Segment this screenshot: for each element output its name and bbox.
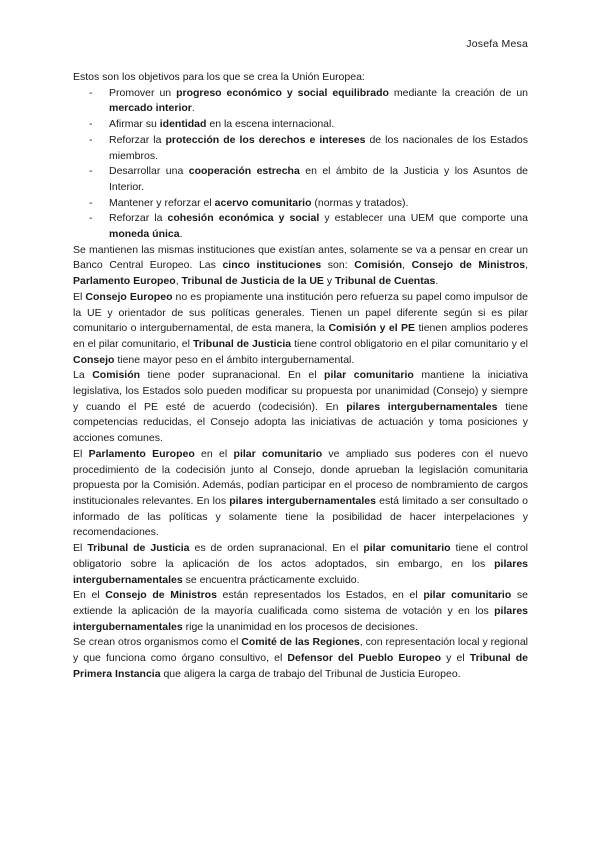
- text-run: ,: [402, 259, 412, 272]
- bold-text: Consejo Europeo: [85, 290, 173, 303]
- text-run: mediante la creación de un: [388, 86, 528, 99]
- bold-text: Tribunal de Cuentas: [335, 275, 436, 288]
- body-paragraph: [73, 243, 528, 290]
- bold-text: mercado interior: [109, 102, 192, 115]
- text-run: .: [179, 228, 183, 241]
- bold-text: Tribunal de Justicia de la UE: [181, 275, 324, 288]
- objective-item: [73, 133, 528, 164]
- objective-item: [73, 211, 528, 242]
- text-run: tienen amplios poderes en el pilar comunitario, el: [73, 322, 528, 350]
- text-run: que aligera la carga de trabajo del Tribunal de Justicia Europeo.: [160, 667, 461, 680]
- bold-text: Comisión: [354, 259, 403, 272]
- bold-text: protección de los derechos e intereses: [165, 133, 366, 146]
- text-run: .: [191, 102, 195, 115]
- text-run: y el: [441, 652, 470, 665]
- text-run: La: [73, 369, 93, 382]
- text-run: están representados los Estados, en el: [216, 589, 424, 602]
- text-run: El: [73, 290, 86, 303]
- bold-text: Parlamento Europeo: [73, 275, 176, 288]
- text-run: Promover un: [109, 86, 177, 99]
- bold-text: Tribunal de Justicia: [87, 542, 190, 555]
- bold-text: pilar comunitario: [233, 447, 323, 460]
- text-run: está limitado a ser consultado o informado de las políticas y solamente tiene la posibilidad de hacer interpelaciones y recomendaciones.: [73, 494, 529, 539]
- body-paragraph: [73, 635, 528, 682]
- text-run: ,: [525, 259, 528, 272]
- text-run: El: [73, 447, 89, 460]
- text-run: El: [73, 542, 88, 555]
- objectives-list: [73, 86, 528, 243]
- bold-text: pilar comunitario: [423, 589, 512, 602]
- bold-text: Tribunal de Justicia: [192, 337, 292, 350]
- text-run: Desarrollar una: [109, 165, 189, 178]
- body-paragraph: [73, 541, 528, 588]
- text-run: son:: [321, 259, 355, 272]
- bold-text: Comité de las Regiones: [241, 636, 360, 649]
- text-run: En el: [73, 589, 106, 602]
- bold-text: Comisión: [92, 369, 141, 382]
- text-run: , con representación local y regional y que funciona como órgano consultivo, el: [73, 636, 528, 665]
- text-run: en el ámbito de la Justicia y los Asuntos de Interior.: [109, 165, 529, 193]
- text-run: tiene mayor peso en el ámbito intergubernamental.: [114, 353, 355, 366]
- body-paragraph: [73, 290, 528, 369]
- bold-text: acervo comunitario: [214, 196, 312, 209]
- header-author: Josefa Mesa: [466, 38, 528, 50]
- text-run: Se mantienen las mismas instituciones que existían antes, solamente se va a pensar en crear un Banco Central Europeo. Las: [73, 243, 528, 272]
- text-run: (normas y tratados).: [311, 196, 409, 209]
- text-run: Mantener y reforzar el: [109, 196, 215, 209]
- paragraphs: [73, 243, 528, 683]
- objective-item: [73, 117, 528, 133]
- bold-text: cooperación estrecha: [188, 165, 300, 178]
- bold-text: Consejo de Ministros: [105, 589, 217, 602]
- text-run: y: [323, 275, 336, 288]
- bold-text: moneda única: [109, 228, 180, 241]
- text-run: Se crean otros organismos como el: [73, 636, 242, 649]
- text-run: de los nacionales de los Estados miembros.: [109, 133, 528, 162]
- text-run: Reforzar la: [109, 133, 166, 146]
- body-paragraph: [73, 588, 528, 635]
- text-run: tiene el control obligatorio sobre la aplicación de los actos adoptados, sin embargo, en los: [73, 542, 528, 570]
- bold-text: Consejo de Ministros: [411, 259, 526, 272]
- document-body: [73, 70, 528, 682]
- text-run: mantiene la iniciativa legislativa, los Estados solo pueden modificar su propuesta por unanimidad (Consejo) y siempre y cuando el PE esté de acuerdo (codecisión). En: [73, 369, 528, 413]
- objective-item: [73, 196, 528, 212]
- body-paragraph: [73, 368, 528, 447]
- bold-text: Comisión y el PE: [328, 322, 416, 335]
- text-run: rige la unanimidad en los procesos de decisiones.: [182, 620, 418, 633]
- bold-text: pilares intergubernamentales: [229, 494, 376, 507]
- text-run: ve ampliado sus poderes con el nuevo procedimiento de la codecisión junto al Consejo, donde aprueban la legislación comunitaria propuesta por la Comisión. Además, podían participar en el proceso de nombramiento de cargos institucionales relevantes. En los: [73, 447, 528, 507]
- bold-text: pilar comunitario: [363, 542, 451, 555]
- bold-text: progreso económico y social equilibrado: [176, 86, 389, 99]
- text-run: .: [435, 275, 439, 288]
- bold-text: cohesión económica y social: [167, 212, 320, 225]
- text-run: se extiende la aplicación de la mayoría cualificada como sistema de votación y en los: [73, 589, 528, 617]
- text-run: en la escena internacional.: [206, 118, 335, 131]
- text-run: es de orden supranacional. En el: [189, 542, 364, 555]
- text-run: Afirmar su: [109, 118, 160, 131]
- bold-text: Parlamento Europeo: [88, 447, 195, 460]
- text-run: no es propiamente una institución pero refuerza su papel como impulsor de la UE y orientador de sus políticas generales. Tienen un papel diferente según si es pilar comunitario o intergubernamental, de esta manera, la: [73, 290, 528, 335]
- text-run: se encuentra prácticamente excluido.: [182, 573, 360, 586]
- text-run: Reforzar la: [109, 212, 168, 225]
- bold-text: identidad: [159, 118, 207, 131]
- text-run: en el: [194, 447, 234, 460]
- bold-text: cinco instituciones: [222, 259, 322, 272]
- bold-text: pilares intergubernamentales: [73, 557, 528, 586]
- body-paragraph: [73, 447, 528, 541]
- text-run: tiene competencias reducidas, el Consejo adopta las iniciativas de actuación y toma posiciones y acciones comunes.: [73, 400, 528, 445]
- intro-paragraph: Estos son los objetivos para los que se crea la Unión Europea:: [73, 71, 365, 83]
- bold-text: pilares intergubernamentales: [346, 400, 498, 413]
- bold-text: Consejo: [73, 353, 115, 366]
- bold-text: Tribunal de Primera Instancia: [73, 652, 528, 680]
- bold-text: pilares intergubernamentales: [73, 604, 528, 633]
- bold-text: pilar comunitario: [324, 369, 414, 382]
- text-run: ,: [175, 275, 182, 288]
- objective-item: [73, 164, 528, 195]
- bold-text: Defensor del Pueblo Europeo: [287, 652, 442, 665]
- text-run: y establecer una UEM que comporte una: [319, 212, 528, 225]
- text-run: tiene poder supranacional. En el: [140, 369, 325, 382]
- objective-item: [73, 86, 528, 117]
- text-run: tiene control obligatorio en el pilar comunitario y el: [291, 337, 528, 350]
